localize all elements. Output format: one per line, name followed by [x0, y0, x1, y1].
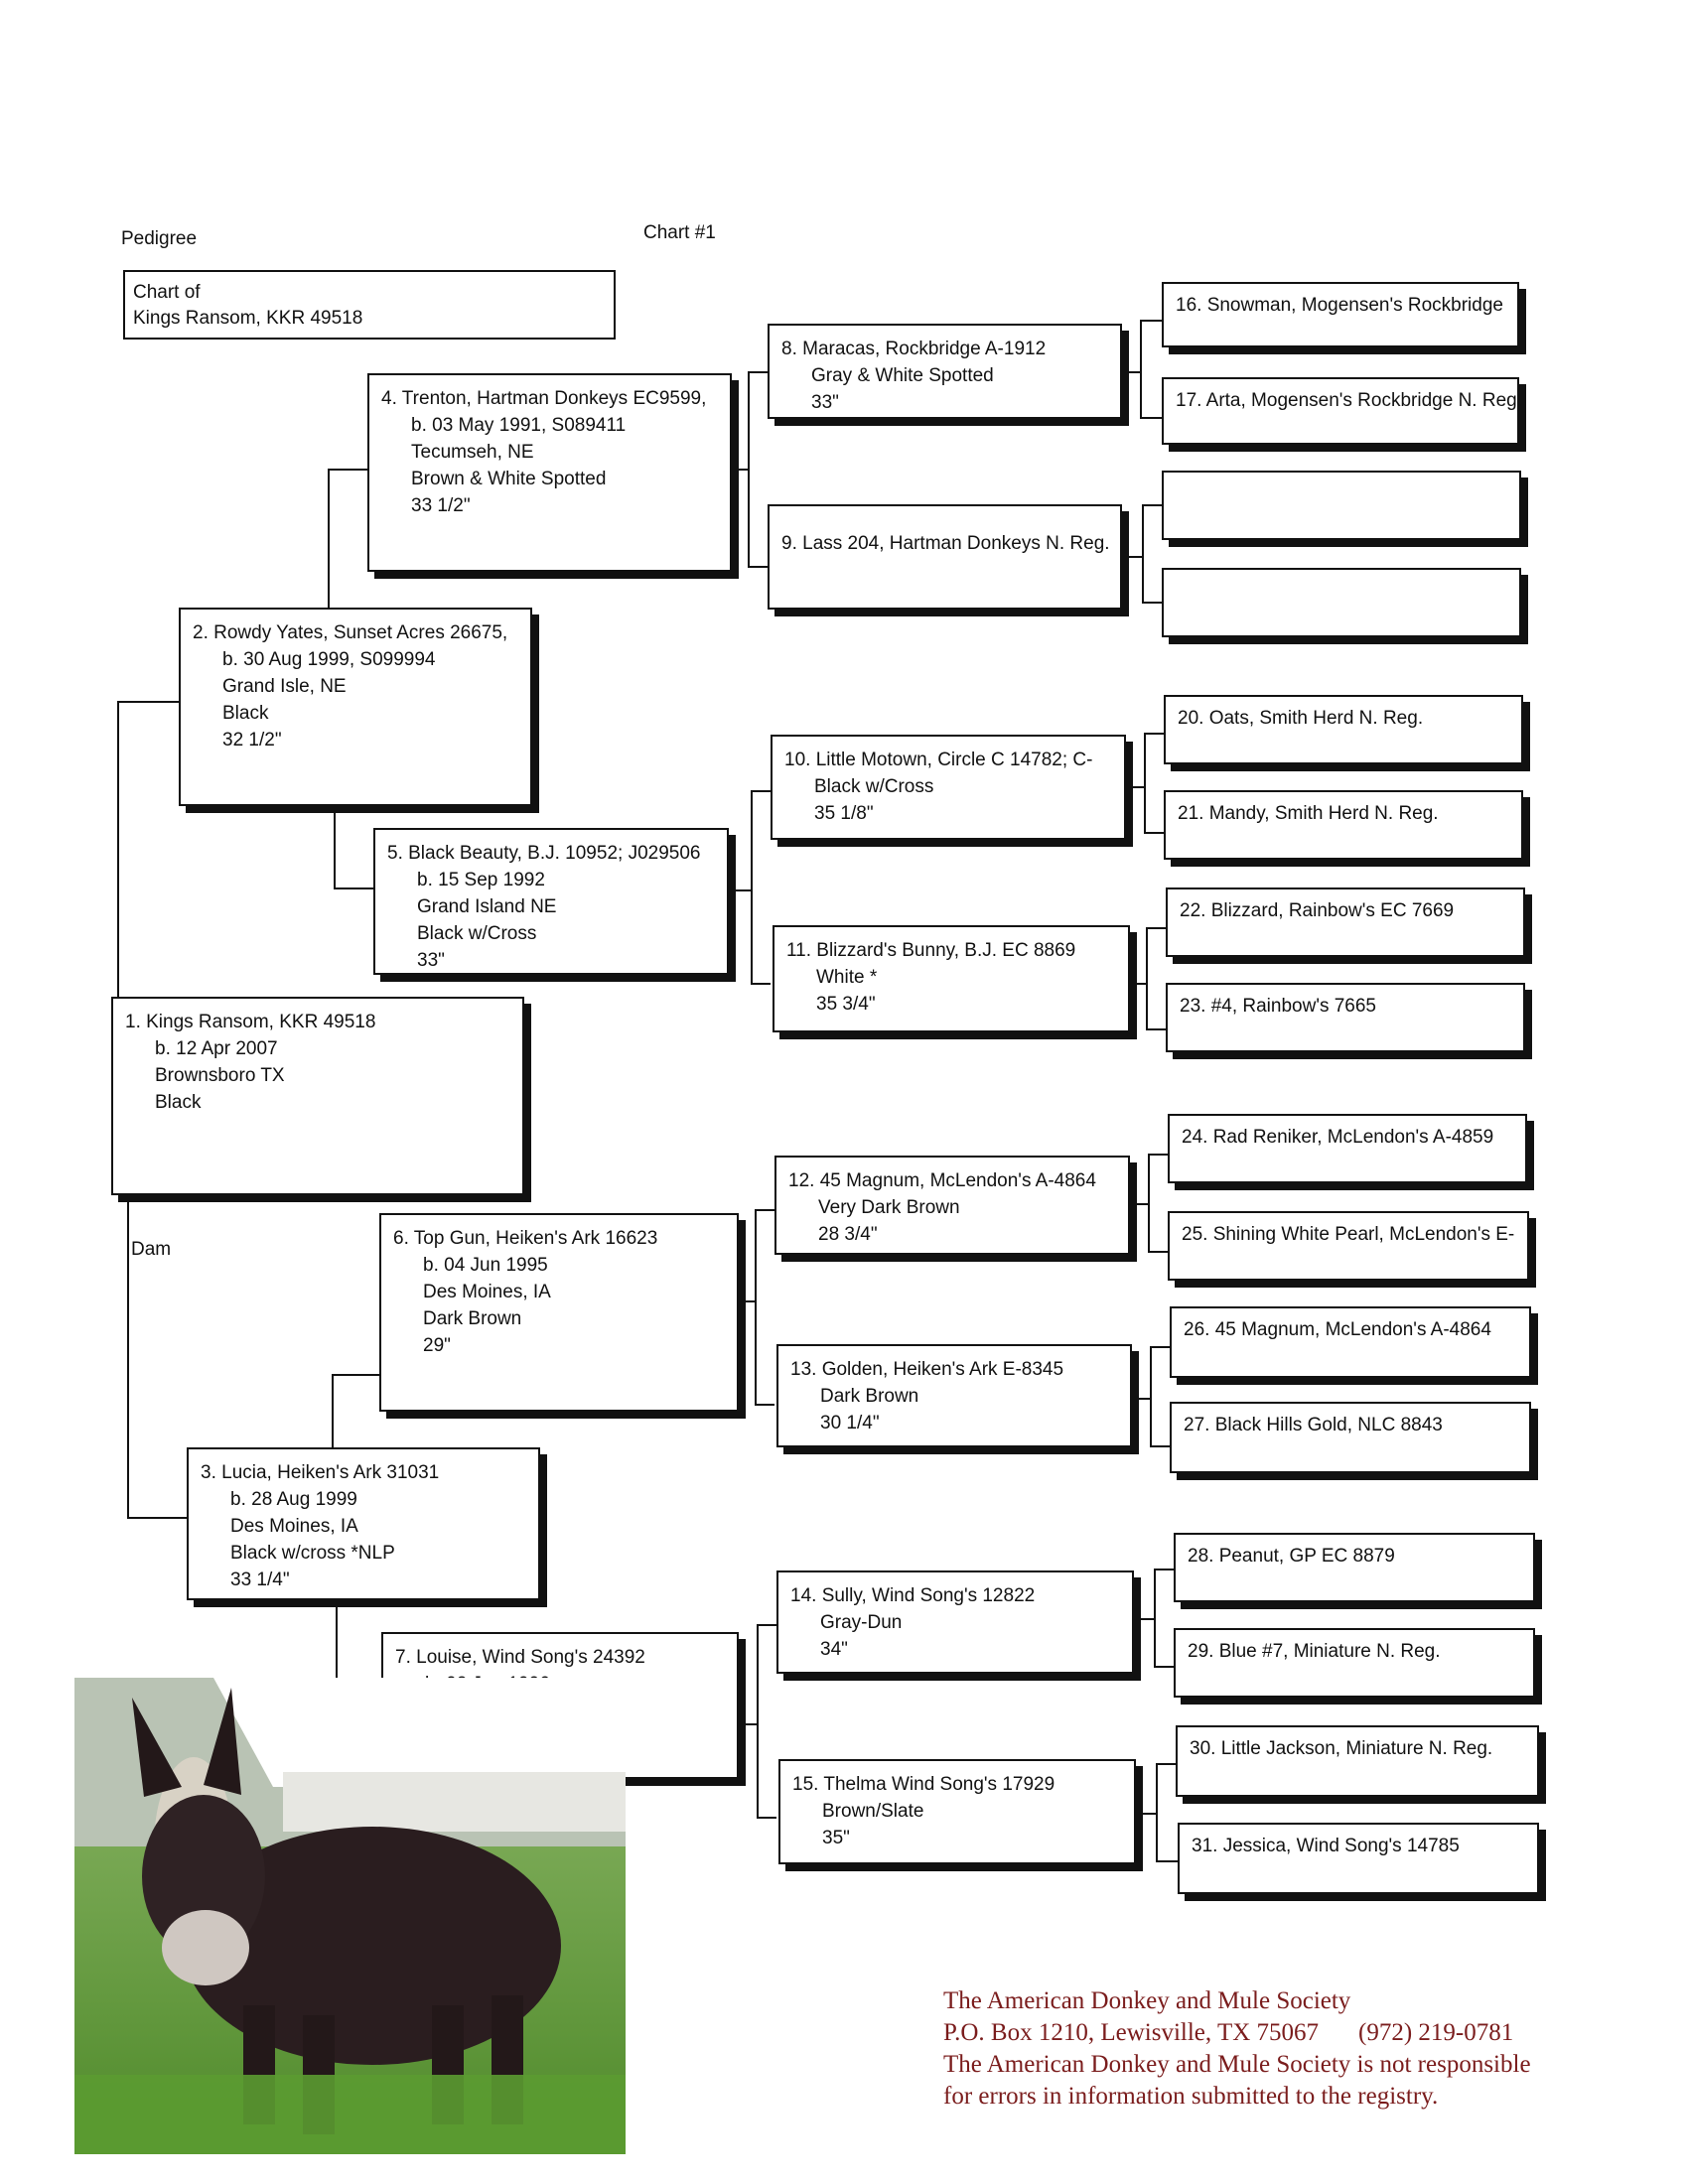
entry-name: 14. Sully, Wind Song's 12822 [790, 1585, 1036, 1606]
pedigree-entry-10 [771, 735, 1126, 840]
connector-line [755, 1209, 774, 1211]
connector-line [751, 983, 771, 985]
dam-label: Dam [131, 1239, 172, 1260]
entry-height: 35 3/4" [816, 994, 876, 1015]
entry-place: Des Moines, IA [423, 1282, 551, 1302]
pedigree-entry-21 [1164, 790, 1523, 860]
pedigree-entry-1 [111, 997, 524, 1195]
connector-line [732, 469, 748, 471]
connector-line [1150, 1346, 1152, 1447]
entry-place: Grand Isle, NE [222, 676, 347, 697]
pedigree-entry-25 [1168, 1211, 1529, 1281]
entry-birth: b. 12 Apr 2007 [155, 1038, 278, 1059]
entry-height: 35" [822, 1828, 850, 1848]
connector-line [334, 806, 336, 889]
pedigree-entry-19 [1162, 568, 1521, 637]
entry-height: 30 1/4" [820, 1413, 880, 1433]
entry-birth: b. 15 Sep 1992 [417, 870, 545, 890]
entry-name: 3. Lucia, Heiken's Ark 31031 [201, 1462, 440, 1483]
entry-height: 33" [417, 950, 445, 971]
entry-name: 22. Blizzard, Rainbow's EC 7669 [1180, 900, 1455, 921]
entry-name: 12. 45 Magnum, McLendon's A-4864 [788, 1170, 1096, 1191]
connector-line [334, 887, 373, 889]
entry-name: 20. Oats, Smith Herd N. Reg. [1178, 708, 1424, 729]
pedigree-entry-5 [373, 828, 729, 975]
pedigree-entry-9 [768, 504, 1122, 610]
chart-of-subject: Kings Ransom, KKR 49518 [133, 308, 363, 329]
pedigree-entry-8 [768, 324, 1122, 419]
pedigree-entry-6 [379, 1213, 739, 1412]
pedigree-entry-27 [1170, 1402, 1531, 1473]
donkey-foal-photo [74, 1678, 626, 2154]
entry-name: 13. Golden, Heiken's Ark E-8345 [790, 1359, 1064, 1380]
connector-line [1154, 1569, 1176, 1570]
connector-line [1154, 1666, 1176, 1668]
connector-line [1148, 1251, 1170, 1253]
entry-color: Black [155, 1092, 202, 1113]
pedigree-entry-13 [776, 1344, 1132, 1447]
entry-birth: b. 03 May 1991, S089411 [411, 415, 627, 436]
entry-name: 8. Maracas, Rockbridge A-1912 [781, 339, 1047, 359]
connector-line [757, 1624, 776, 1626]
entry-height: 34" [820, 1639, 848, 1660]
pedigree-entry-4 [367, 373, 732, 572]
pedigree-entry-28 [1174, 1533, 1535, 1602]
entry-name: 15. Thelma Wind Song's 17929 [792, 1774, 1055, 1795]
pedigree-entry-18 [1162, 471, 1521, 540]
pedigree-entry-11 [773, 925, 1130, 1032]
entry-color: Very Dark Brown [818, 1197, 960, 1218]
entry-name: 17. Arta, Mogensen's Rockbridge N. Reg. [1176, 390, 1522, 411]
connector-line [1122, 371, 1140, 373]
connector-line [748, 566, 768, 568]
pedigree-entry-17 [1162, 377, 1522, 445]
entry-color: Black w/cross *NLP [230, 1543, 395, 1564]
entry-color: Gray-Dun [820, 1612, 903, 1633]
entry-name: 28. Peanut, GP EC 8879 [1188, 1546, 1395, 1567]
connector-line [1144, 733, 1166, 735]
chart-number: Chart #1 [643, 222, 716, 243]
connector-line [1126, 786, 1144, 788]
entry-color: Brown & White Spotted [411, 469, 607, 489]
entry-birth: b. 04 Jun 1995 [423, 1255, 548, 1276]
entry-color: Black [222, 703, 269, 724]
connector-line [1140, 320, 1162, 322]
entry-birth: b. 30 Aug 1999, S099994 [222, 649, 436, 670]
society-footer [943, 1985, 1531, 2113]
connector-line [757, 1817, 776, 1819]
pedigree-entry-22 [1166, 887, 1525, 957]
connector-line [1146, 927, 1148, 1030]
entry-height: 28 3/4" [818, 1224, 878, 1245]
entry-color: Gray & White Spotted [811, 365, 994, 386]
connector-line [1156, 1860, 1178, 1862]
entry-name: 16. Snowman, Mogensen's Rockbridge [1176, 295, 1503, 316]
entry-color: Dark Brown [820, 1386, 919, 1407]
connector-line [1142, 504, 1144, 604]
connector-line [1130, 1203, 1148, 1205]
connector-line [1126, 556, 1142, 558]
entry-color: White * [816, 967, 878, 988]
entry-color: Black w/Cross [417, 923, 537, 944]
footer-address: P.O. Box 1210, Lewisville, TX 75067 [943, 2019, 1320, 2046]
connector-line [1144, 733, 1146, 834]
connector-line [117, 701, 179, 703]
pedigree-entry-2 [179, 608, 532, 806]
entry-name: 6. Top Gun, Heiken's Ark 16623 [393, 1228, 658, 1249]
entry-name: 5. Black Beauty, B.J. 10952; J029506 [387, 843, 701, 864]
pedigree-entry-3 [187, 1447, 540, 1600]
connector-line [735, 889, 751, 891]
connector-line [1132, 1398, 1150, 1400]
connector-line [1136, 1813, 1156, 1815]
pedigree-entry-29 [1174, 1628, 1535, 1698]
connector-line [1154, 1569, 1156, 1668]
entry-name: 4. Trenton, Hartman Donkeys EC9599, [381, 388, 707, 409]
connector-line [739, 1723, 757, 1725]
pedigree-entry-16 [1162, 282, 1519, 347]
pedigree-entry-20 [1164, 695, 1523, 764]
entry-height: 35 1/8" [814, 803, 874, 824]
entry-color: Dark Brown [423, 1308, 522, 1329]
pedigree-entry-31 [1178, 1823, 1539, 1894]
entry-name: 29. Blue #7, Miniature N. Reg. [1188, 1641, 1441, 1662]
entry-color: Brown/Slate [822, 1801, 924, 1822]
connector-line [1150, 1346, 1172, 1348]
entry-name: 27. Black Hills Gold, NLC 8843 [1184, 1415, 1443, 1435]
connector-line [739, 1300, 755, 1302]
pedigree-entry-30 [1176, 1725, 1539, 1797]
entry-name: 31. Jessica, Wind Song's 14785 [1192, 1836, 1460, 1856]
entry-color: Black w/Cross [814, 776, 934, 797]
pedigree-entry-15 [778, 1759, 1136, 1864]
entry-name: 30. Little Jackson, Miniature N. Reg. [1190, 1738, 1493, 1759]
connector-line [748, 371, 750, 568]
entry-name: 7. Louise, Wind Song's 24392 [395, 1647, 645, 1668]
connector-line [751, 790, 753, 985]
entry-place: Grand Island NE [417, 896, 557, 917]
connector-line [748, 371, 768, 373]
entry-height: 32 1/2" [222, 730, 282, 751]
connector-line [332, 1374, 334, 1447]
connector-line [1156, 1763, 1178, 1765]
connector-line [328, 469, 330, 610]
pedigree-entry-24 [1168, 1114, 1527, 1183]
connector-line [1146, 1028, 1168, 1030]
connector-line [1148, 1154, 1150, 1253]
connector-line [757, 1624, 759, 1819]
connector-line [127, 1517, 187, 1519]
footer-disclaimer-2: for errors in information submitted to the registry. [943, 2083, 1439, 2110]
entry-height: 33 1/2" [411, 495, 471, 516]
entry-birth: b. 28 Aug 1999 [230, 1489, 357, 1510]
pedigree-entry-23 [1166, 983, 1525, 1052]
pedigree-title: Pedigree [121, 228, 198, 249]
connector-line [1142, 602, 1164, 604]
entry-place: Des Moines, IA [230, 1516, 358, 1537]
connector-line [755, 1404, 774, 1406]
pedigree-entry-14 [776, 1570, 1134, 1674]
footer-society-name: The American Donkey and Mule Society [943, 1987, 1351, 2014]
donkey-foal-illustration [74, 1678, 626, 2154]
entry-height: 33 1/4" [230, 1570, 290, 1590]
connector-line [1134, 1618, 1154, 1620]
connector-line [1150, 1445, 1172, 1447]
connector-line [1146, 927, 1168, 929]
connector-line [117, 701, 119, 997]
entry-name: 24. Rad Reniker, McLendon's A-4859 [1182, 1127, 1494, 1148]
connector-line [127, 1195, 129, 1519]
entry-name: 21. Mandy, Smith Herd N. Reg. [1178, 803, 1439, 824]
connector-line [1140, 417, 1162, 419]
entry-name: 1. Kings Ransom, KKR 49518 [125, 1012, 376, 1032]
entry-name: 9. Lass 204, Hartman Donkeys N. Reg. [781, 533, 1110, 554]
entry-name: 25. Shining White Pearl, McLendon's E- [1182, 1224, 1515, 1245]
entry-name: 10. Little Motown, Circle C 14782; C- [784, 750, 1093, 770]
connector-line [1144, 832, 1166, 834]
pedigree-entry-26 [1170, 1306, 1531, 1378]
entry-place: Tecumseh, NE [411, 442, 534, 463]
footer-disclaimer-1: The American Donkey and Mule Society is not responsible [943, 2051, 1531, 2078]
connector-line [1140, 320, 1142, 419]
connector-line [751, 790, 771, 792]
chart-of-box [123, 270, 616, 340]
footer-phone: (972) 219-0781 [1358, 2019, 1514, 2046]
entry-height: 29" [423, 1335, 451, 1356]
chart-of-label: Chart of [133, 282, 201, 303]
entry-height: 33" [811, 392, 839, 413]
connector-line [1148, 1154, 1170, 1156]
connector-line [328, 469, 367, 471]
entry-name: 26. 45 Magnum, McLendon's A-4864 [1184, 1319, 1491, 1340]
connector-line [332, 1374, 379, 1376]
entry-name: 2. Rowdy Yates, Sunset Acres 26675, [193, 622, 508, 643]
entry-name: 11. Blizzard's Bunny, B.J. EC 8869 [786, 940, 1076, 961]
connector-line [1130, 983, 1146, 985]
pedigree-entry-12 [774, 1156, 1130, 1255]
entry-name: 23. #4, Rainbow's 7665 [1180, 996, 1376, 1017]
connector-line [755, 1209, 757, 1406]
connector-line [1156, 1763, 1158, 1862]
entry-place: Brownsboro TX [155, 1065, 285, 1086]
footer-address-line [943, 2017, 1531, 2049]
connector-line [1142, 504, 1164, 506]
